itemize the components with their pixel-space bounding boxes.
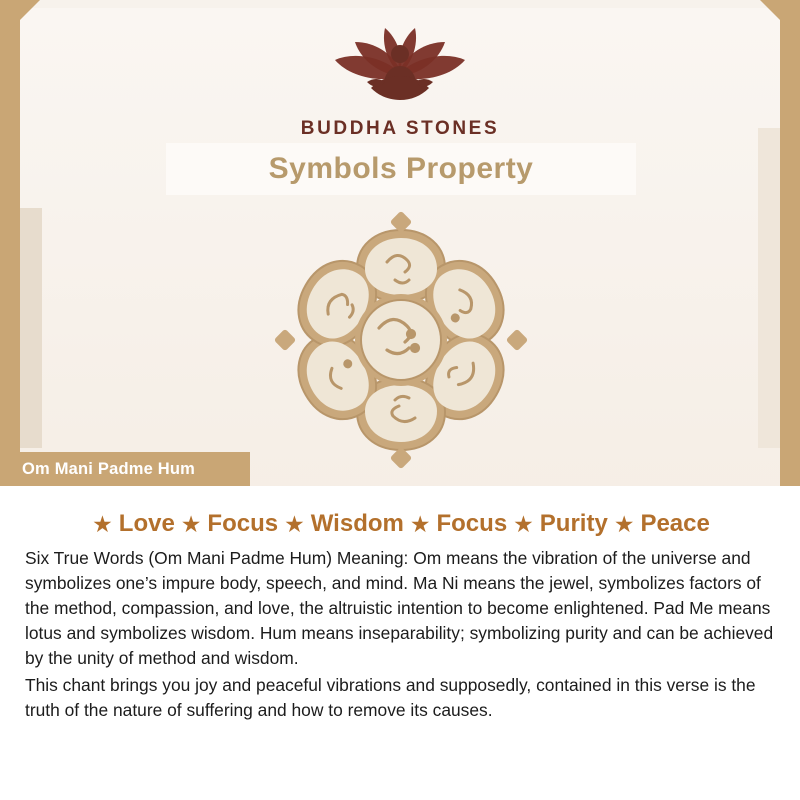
star-icon: ★ bbox=[92, 510, 113, 537]
lotus-meditation-icon bbox=[305, 16, 495, 116]
keyword-focus-1: Focus bbox=[207, 510, 279, 537]
brand-logo bbox=[0, 16, 800, 140]
keyword-peace: Peace bbox=[640, 510, 710, 537]
star-icon: ★ bbox=[513, 510, 534, 537]
keyword-wisdom: Wisdom bbox=[310, 510, 404, 537]
star-icon: ★ bbox=[409, 510, 431, 537]
star-icon: ★ bbox=[180, 510, 202, 537]
title-bar bbox=[166, 143, 636, 195]
description-paragraph-2: This chant brings you joy and peaceful vibrations and supposedly, contained in this verse is the truth of the nature of suffering and how to remove its causes. bbox=[25, 675, 756, 721]
keyword-list bbox=[24, 510, 772, 538]
tab-edge-decoration bbox=[236, 452, 250, 486]
star-icon: ★ bbox=[284, 510, 305, 537]
panel-notch-right bbox=[758, 128, 780, 448]
star-icon: ★ bbox=[613, 510, 635, 537]
om-mani-padme-hum-mandala-icon bbox=[236, 208, 566, 478]
keyword-focus-2: Focus bbox=[436, 510, 508, 537]
mantra-label-text: Om Mani Padme Hum bbox=[22, 459, 196, 478]
page-title: Symbols Property bbox=[268, 152, 534, 185]
mandala-artwork bbox=[236, 208, 566, 478]
mantra-label-tab bbox=[0, 452, 250, 486]
description-text bbox=[25, 546, 777, 723]
description-paragraph-1: Six True Words (Om Mani Padme Hum) Meaning: Om means the vibration of the universe and symbolizes one’s impure body, speech, and mind. Ma Ni means the jewel, symbolizes factors of the method, compassion, and love, the altruistic intention to become enlightened. Pad Me means lotus and symbolizes wisdom. Hum means inseparability; symbolizing purity and can be achieved by the unity of method and wisdom. bbox=[25, 548, 774, 669]
panel-notch-left bbox=[20, 208, 42, 448]
keyword-love: Love bbox=[118, 510, 175, 537]
keyword-purity: Purity bbox=[539, 510, 608, 537]
description-section bbox=[0, 486, 800, 800]
brand-name: BUDDHA STONES bbox=[300, 118, 500, 139]
